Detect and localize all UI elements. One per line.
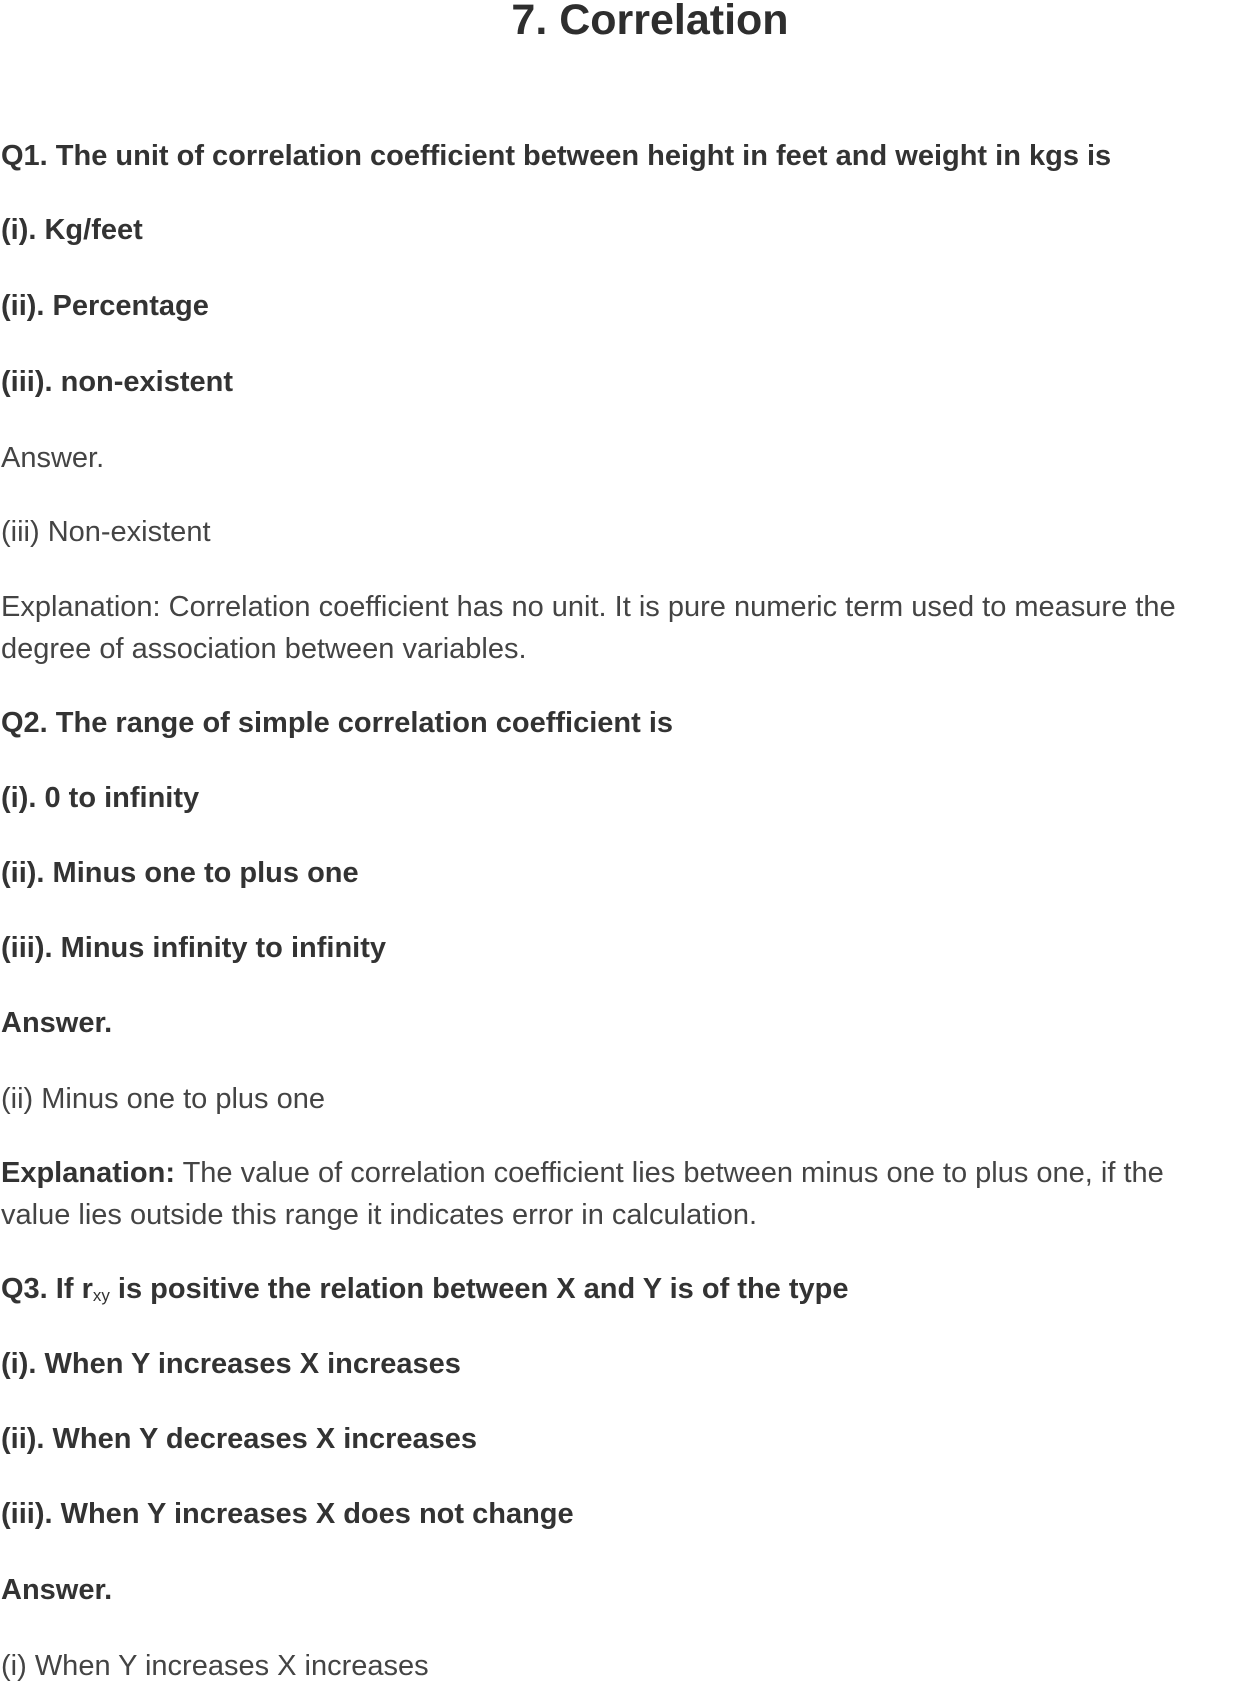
q1-answer: (iii) Non-existent [1, 516, 211, 548]
q2-option-1: (i). 0 to infinity [1, 782, 200, 814]
question-3 [1, 1273, 848, 1312]
q2-option-3: (iii). Minus infinity to infinity [1, 932, 387, 964]
q1-explanation: Explanation: Correlation coefficient has no unit. It is pure numeric term used to measure the degree of association between variables. [1, 591, 1176, 665]
q3-option-3: (iii). When Y increases X does not change [1, 1498, 574, 1530]
q3-answer-label: Answer. [1, 1574, 113, 1606]
q1-option-1: (i). Kg/feet [1, 214, 143, 246]
q3-option-2: (ii). When Y decreases X increases [1, 1423, 478, 1455]
q3-suffix: is positive the relation between X and Y is of the type [109, 1273, 849, 1305]
q3-option-1: (i). When Y increases X increases [1, 1348, 461, 1380]
q2-answer: (ii) Minus one to plus one [1, 1083, 325, 1115]
question-2: Q2. The range of simple correlation coefficient is [1, 707, 673, 739]
q3-prefix: Q3. If r [1, 1273, 93, 1305]
q1-answer-label: Answer. [1, 442, 105, 474]
q2-explanation-text: The value of correlation coefficient lies between minus one to plus one, if the value lies outside this range it indicates error in calculation. [1, 1157, 1164, 1231]
q2-explanation-label: Explanation: [1, 1157, 176, 1189]
page-title: 7. Correlation [511, 0, 789, 44]
question-1: Q1. The unit of correlation coefficient between height in feet and weight in kgs is [1, 140, 1112, 172]
q3-subscript: xy [92, 1286, 110, 1305]
q1-option-3: (iii). non-existent [1, 366, 233, 398]
q3-answer: (i) When Y increases X increases [1, 1650, 429, 1682]
q2-explanation [1, 1152, 1237, 1236]
q2-answer-label: Answer. [1, 1007, 113, 1039]
q2-option-2: (ii). Minus one to plus one [1, 857, 359, 889]
q1-option-2: (ii). Percentage [1, 290, 209, 322]
